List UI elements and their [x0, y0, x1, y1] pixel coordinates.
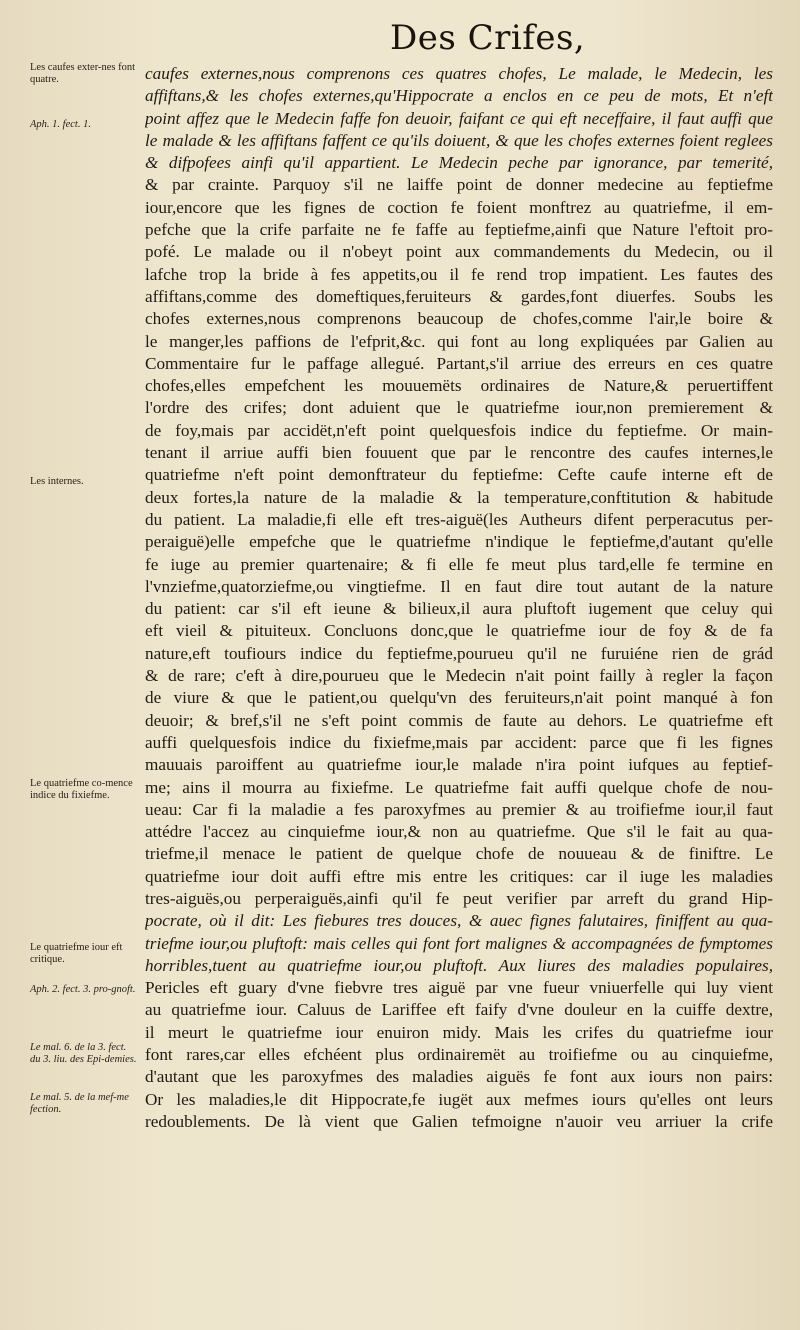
text-line: de foy,mais par accidët,n'eft point quelquesfois indice du feptiefme. Or main- — [145, 420, 773, 440]
text-line: lafche trop la bride à fes appetits,ou il fe rend trop impatient. Les fautes des — [145, 264, 773, 284]
text-line: pofé. Le malade ou il n'obeyt point aux commandements du Medecin, ou il — [145, 242, 773, 262]
margin-note: Les caufes exter-nes font quatre. — [30, 62, 136, 85]
text-line: tres-aiguës,ou perperaiguës,ainfi qu'il fe peut verifier par arreft du grand Hip- — [145, 888, 773, 908]
text-line: & par crainte. Parquoy s'il ne laiffe point de donner medecine au feptiefme — [145, 175, 773, 195]
text-line: ueau: Car fi la maladie a fes paroxyfmes au premier & au troifiefme iour,il faut — [145, 799, 773, 819]
text-line: font rares,car elles efchéent plus ordinairemët au troifiefme ou au cinquiefme, — [145, 1045, 773, 1065]
margin-note: Les internes. — [30, 476, 84, 487]
text-line: le malade & les affiftans faffent ce qu'ils doiuent, & que les chofes externes foient reglees — [145, 130, 773, 150]
running-title: Des Crifes, — [390, 18, 586, 58]
margin-note: Aph. 2. fect. 3. pro-gnoft. — [30, 984, 136, 995]
text-line: pocrate, où il dit: Les fiebures tres douces, & auec fignes falutaires, finiffent au qua- — [145, 911, 773, 931]
margin-note: Aph. 1. fect. 1. — [30, 119, 91, 130]
text-line: nature,eft toufiours indice du feptiefme,pourueu qu'il ne furuiéne rien de grád — [145, 643, 773, 663]
text-line: chofes externes,nous comprenons beaucoup de chofes,comme l'air,le boire & — [145, 309, 773, 329]
margin-note: Le quatriefme co-mence indice du fixiefme. — [30, 778, 133, 801]
text-line: l'vnziefme,quatorziefme,ou vingtiefme. Il en faut dire tout autant de la nature — [145, 576, 773, 596]
text-line: & de rare; c'eft à dire,pourueu que le Medecin n'ait point failly à regler la façon — [145, 666, 773, 686]
text-line: triefme,il menace le patient de quelque chofe de nouueau & de finiftre. Le — [145, 844, 773, 864]
text-line: auffi quelquesfois indice du fixiefme,mais par accident: parce que fi les fignes — [145, 732, 773, 752]
text-line: peraiguë)elle empefche que le quatriefme n'indique le feptiefme,d'autant qu'elle — [145, 532, 773, 552]
text-line: le manger,les paffions de l'efprit,&c. qui font au long expliquées par Galien au — [145, 331, 773, 351]
text-line: pefche que la crife parfaite ne fe faffe au feptiefme,ainfi que Nature l'eftoit pro- — [145, 220, 773, 240]
text-line: triefme iour,ou pluftoft: mais celles qui font fort malignes & accompagnées de fymptomes — [145, 933, 773, 953]
text-line: fe iuge au premier quartenaire; & fi elle fe meut plus tard,elle fe termine en — [145, 554, 773, 574]
text-line: deuoir; & bref,s'il ne s'eft point commis de faute au dehors. Le quatriefme eft — [145, 710, 773, 730]
text-line: caufes externes,nous comprenons ces quatres chofes, Le malade, le Medecin, les — [145, 64, 773, 83]
text-line: du patient: car s'il eft ieune & bilieux,il aura pluftoft iugement que celuy qui — [145, 599, 773, 619]
text-line: du patient. La maladie,fi elle eft tres-aiguë(les Autheurs difent perperacutus per- — [145, 509, 773, 529]
text-line: il meurt le quatriefme iour enuiron midy. Mais les crifes du quatriefme iour — [145, 1022, 773, 1042]
margin-note: Le quatriefme iour eft critique. — [30, 942, 123, 965]
text-line: redoublements. De là vient que Galien tefmoigne n'auoir veu arriuer la crife — [145, 1111, 773, 1131]
body-text — [145, 63, 773, 1133]
text-line: l'ordre des crifes; dont aduient que le quatriefme iour,non premierement & — [145, 398, 773, 418]
margin-note: Le mal. 5. de la mef-me fection. — [30, 1092, 129, 1115]
text-line: me; ains il mourra au fixiefme. Le quatriefme fait auffi quelque chofe de nou- — [145, 777, 773, 797]
text-line: tenant il arriue auffi bien fouuent que par le rencontre des caufes internes,le — [145, 443, 773, 463]
text-line: attédre l'accez au cinquiefme iour,& non au quatriefme. Que s'il le fait au qua- — [145, 822, 773, 842]
text-line: Or les maladies,le dit Hippocrate,fe iugët aux mefmes iours qu'elles ont leurs — [145, 1089, 773, 1109]
text-line: quatriefme n'eft point demonftrateur du feptiefme: Cefte caufe interne eft de — [145, 465, 773, 485]
text-line: quatriefme iour doit auffi eftre mis entre les critiques: car il iuge les maladies — [145, 866, 773, 886]
text-line: affiftans,& les chofes externes,qu'Hippocrate a enclos en ce peu de mots, Et n'eft — [145, 86, 773, 106]
text-line: deux fortes,la nature de la maladie & la temperature,conftitution & habitude — [145, 487, 773, 507]
text-line: Pericles eft guary d'vne fiebvre tres aiguë par vne fueur vniuerfelle qui luy vient — [145, 978, 773, 998]
text-line: mauuais paroiffent au quatriefme iour,le malade n'ira point iufques au feptief- — [145, 755, 773, 775]
text-line: au quatriefme iour. Caluus de Lariffee eft faify d'vne douleur en la cuiffe dextre, — [145, 1000, 773, 1020]
text-line: d'autant que les paroxyfmes des maladies aiguës fe font aux iours non pairs: — [145, 1067, 773, 1087]
text-line: Commentaire fur le paffage allegué. Partant,s'il arriue des erreurs en ces quatre — [145, 353, 773, 373]
margin-note: Le mal. 6. de la 3. fect. du 3. liu. des Epi-demies. — [30, 1042, 137, 1065]
text-line: & difpofees ainfi qu'il appartient. Le Medecin peche par ignorance, par temerité, — [145, 153, 773, 173]
text-line: horribles,tuent au quatriefme iour,ou pluftoft. Aux liures des maladies populaires, — [145, 955, 773, 975]
text-line: de viure & que le patient,ou quelqu'vn des feruiteurs,n'ait point manqué à fon — [145, 688, 773, 708]
text-line: eft vieil & pituiteux. Concluons donc,que le quatriefme iour de foy & de fa — [145, 621, 773, 641]
text-line: chofes,elles empefchent les mouuemëts ordinaires de Nature,& peruertiffent — [145, 376, 773, 396]
text-line: affiftans,comme des domeftiques,feruiteurs & gardes,font diuerfes. Soubs les — [145, 286, 773, 306]
text-line: point affez que le Medecin faffe fon deuoir, faifant ce qui eft neceffaire, il faut auffi que — [145, 108, 773, 128]
text-line: iour,encore que les fignes de coction fe foient monftrez au quatriefme, il em- — [145, 197, 773, 217]
